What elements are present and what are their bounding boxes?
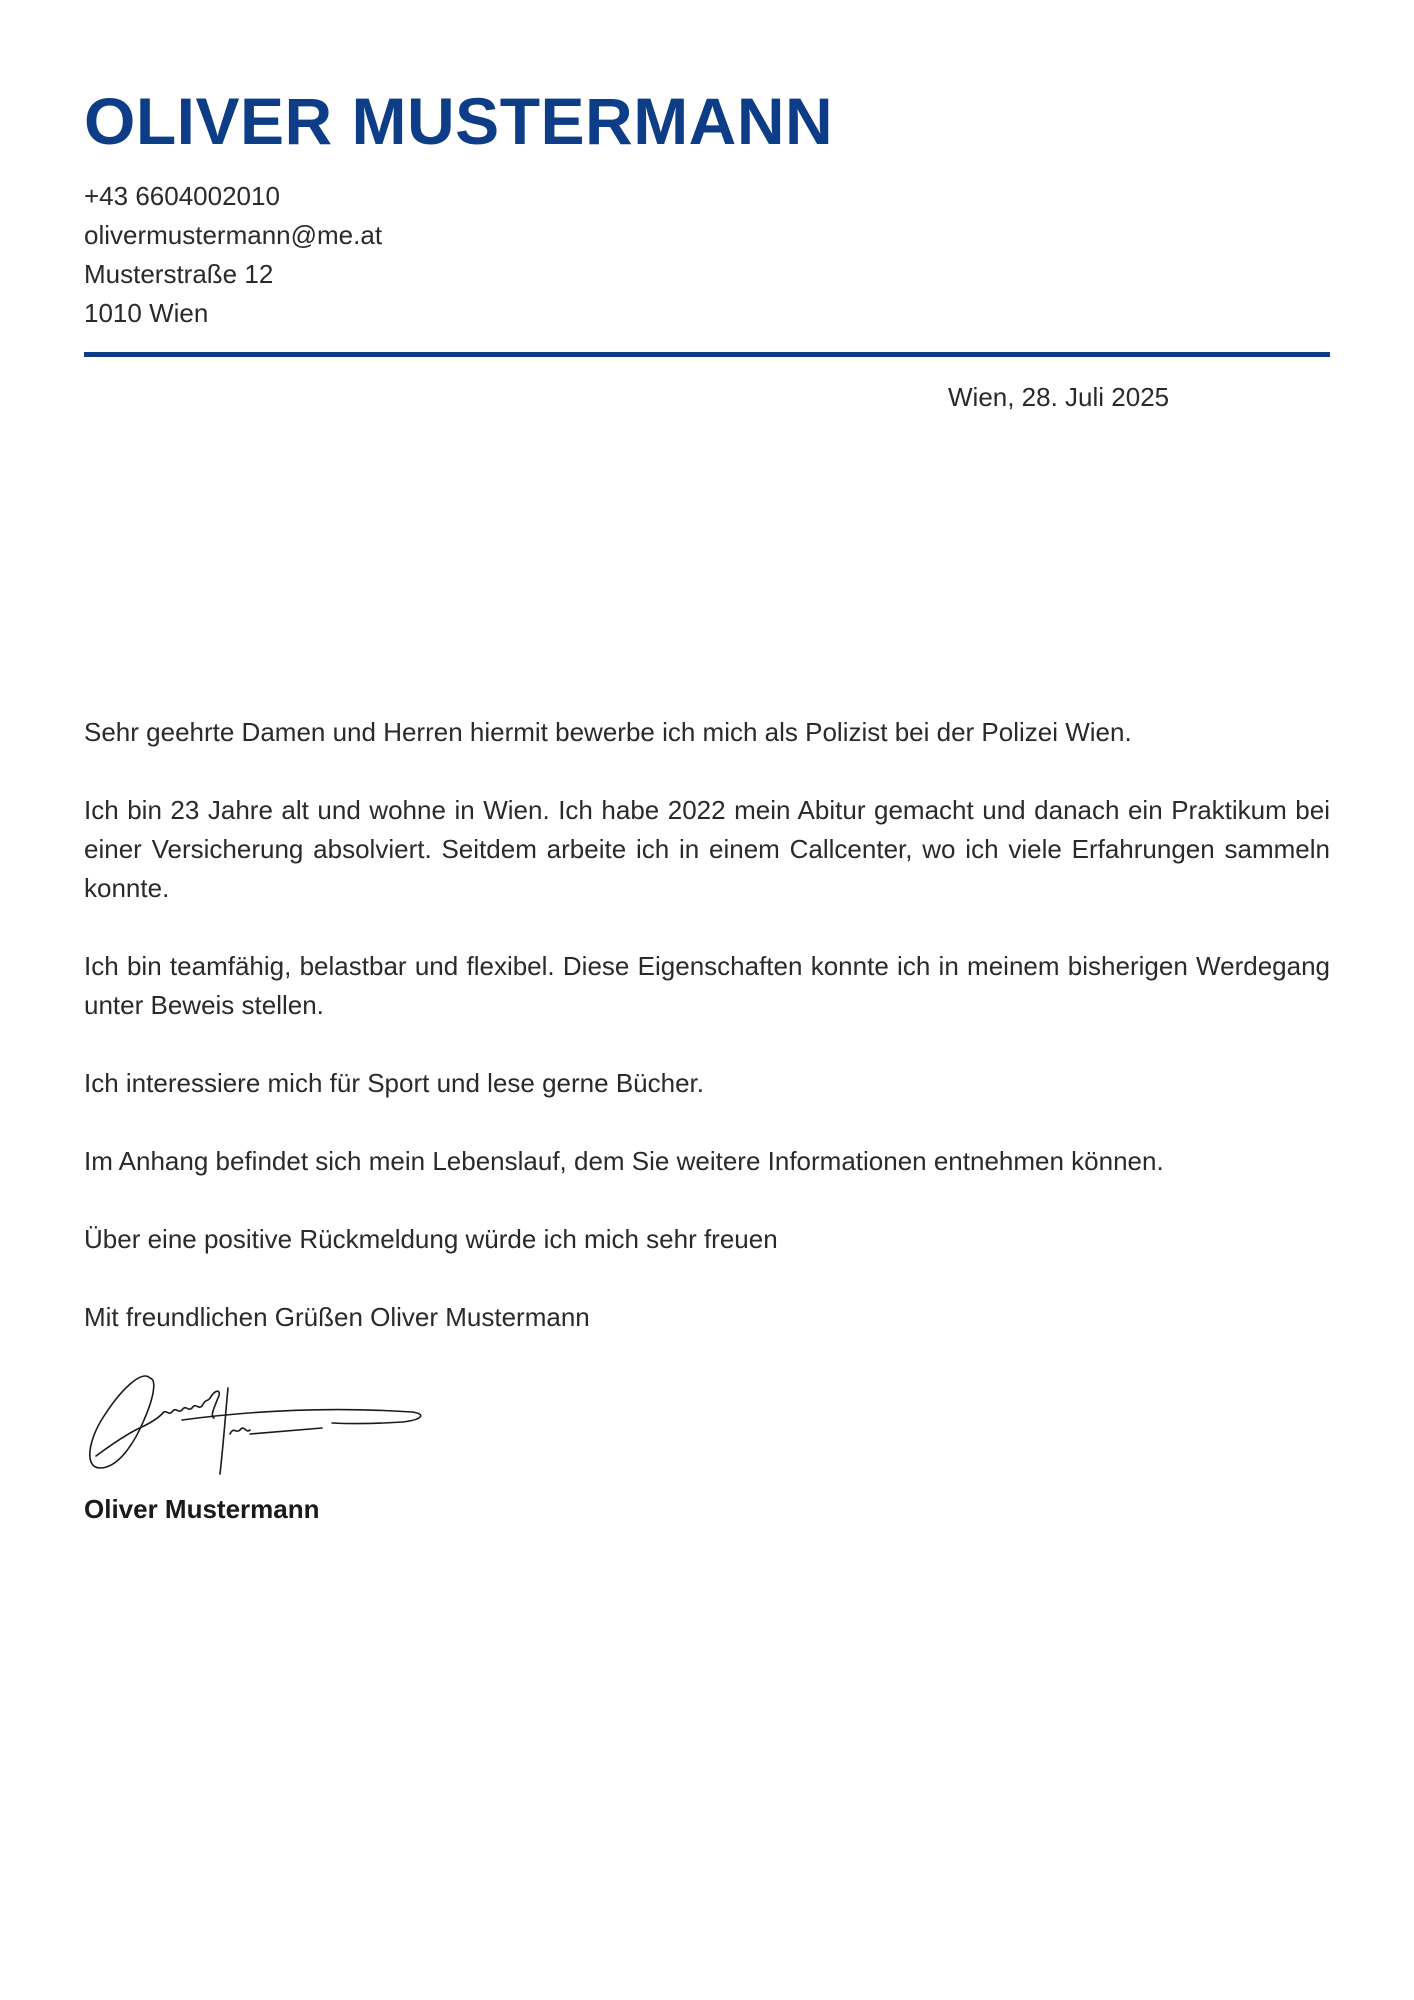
header-divider — [84, 352, 1330, 357]
regards-paragraph: Mit freundlichen Grüßen Oliver Mustermann — [84, 1302, 590, 1332]
phone-number: +43 6604002010 — [84, 181, 280, 211]
signer-name: Oliver Mustermann — [84, 1494, 320, 1524]
city-address: 1010 Wien — [84, 298, 209, 328]
letter-date: Wien, 28. Juli 2025 — [948, 382, 1170, 412]
handwritten-signature — [82, 1368, 427, 1480]
contact-block — [84, 177, 382, 333]
email-address: olivermustermann@me.at — [84, 220, 383, 250]
attachment-paragraph: Im Anhang befindet sich mein Lebenslauf, dem Sie weitere Informationen entnehmen können. — [84, 1146, 1164, 1176]
skills-paragraph: Ich bin teamfähig, belastbar und flexibel. Diese Eigenschaften konnte ich in meinem bisherigen Werdegang unter Beweis stellen. — [84, 951, 1330, 1020]
background-paragraph: Ich bin 23 Jahre alt und wohne in Wien. Ich habe 2022 mein Abitur gemacht und danach ein Praktikum bei einer Versicherung absolviert. Seitdem arbeite ich in einem Callcenter, wo ich viele Erfahrungen sammeln konnte. — [84, 795, 1330, 903]
street-address: Musterstraße 12 — [84, 259, 274, 289]
closing-paragraph: Über eine positive Rückmeldung würde ich mich sehr freuen — [84, 1224, 778, 1254]
applicant-name-heading: OLIVER MUSTERMANN — [84, 84, 834, 158]
letter-body — [84, 713, 1330, 1376]
salutation-paragraph: Sehr geehrte Damen und Herren hiermit bewerbe ich mich als Polizist bei der Polizei Wien. — [84, 717, 1132, 747]
interests-paragraph: Ich interessiere mich für Sport und lese gerne Bücher. — [84, 1068, 704, 1098]
